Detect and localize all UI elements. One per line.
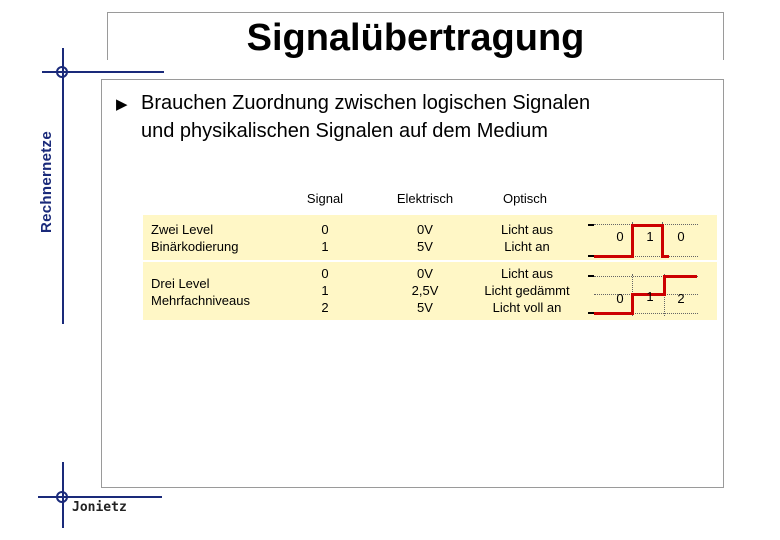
frame-top-crosshair: [56, 66, 68, 78]
author-name: Jonietz: [72, 500, 127, 515]
row1-optical-1: Licht an: [504, 239, 550, 254]
row2-signal-seg3: [663, 275, 697, 278]
table-row-2-signal: [290, 265, 360, 316]
table-row-1-label: [151, 221, 238, 255]
bullet-text-line-2: und physikalischen Signalen auf dem Medium: [141, 120, 548, 142]
table-row-1-signal: [290, 221, 360, 255]
row2-electric-2: 5V: [417, 300, 433, 315]
row2-signal-0: 0: [321, 266, 329, 281]
row1-label-line1: Zwei Level: [151, 222, 214, 237]
row1-signal-seg3: [661, 255, 669, 258]
page-title: Signalübertragung: [246, 17, 585, 59]
bullet-text-line-1: Brauchen Zuordnung zwischen logischen Signalen: [141, 92, 591, 114]
row2-digit-2: 2: [677, 291, 685, 306]
row1-optical-0: Licht aus: [500, 222, 554, 237]
row2-signal-rise2: [663, 275, 666, 296]
row1-signal-fall: [661, 224, 664, 258]
table-row-2-electric: [380, 265, 470, 316]
row1-signal-seg2: [631, 224, 663, 227]
row2-optical-0: Licht aus: [500, 266, 554, 281]
row1-signal-0: 0: [321, 222, 329, 237]
row2-signal-1: 1: [321, 283, 329, 298]
row1-signal-seg1: [594, 255, 633, 258]
header-signal: Signal: [306, 191, 344, 206]
row1-signal-1: 1: [321, 239, 329, 254]
table-row-2-label: [151, 275, 250, 309]
triangle-bullet-icon: ▶: [116, 96, 128, 113]
row2-digit-0: 0: [616, 291, 624, 306]
header-optisch: Optisch: [502, 191, 548, 206]
row1-electric-1: 5V: [417, 239, 433, 254]
header-elektrisch: Elektrisch: [396, 191, 454, 206]
row1-signal-rise: [631, 224, 634, 258]
row2-optical-2: Licht voll an: [492, 300, 562, 315]
row2-electric-0: 0V: [417, 266, 433, 281]
row1-electric-0: 0V: [417, 222, 433, 237]
row2-signal-2: 2: [321, 300, 329, 315]
table-row-1-optical: [477, 221, 577, 255]
side-label: Rechnernetze: [38, 131, 55, 233]
row1-digit-2: 0: [677, 229, 685, 244]
row2-label-line2: Mehrfachniveaus: [151, 293, 250, 308]
row2-label-line1: Drei Level: [151, 276, 210, 291]
row1-label-line2: Binärkodierung: [151, 239, 239, 254]
frame-left-vline-top: [62, 48, 64, 324]
frame-bottom-crosshair: [56, 491, 68, 503]
table-row-1-electric: [380, 221, 470, 255]
row2-optical-1: Licht gedämmt: [484, 283, 570, 298]
table-row-2-optical: [477, 265, 577, 316]
row2-electric-1: 2,5V: [411, 283, 439, 298]
row2-signal-rise1: [631, 293, 634, 315]
row1-digit-1: 1: [646, 229, 654, 244]
row1-digit-0: 0: [616, 229, 624, 244]
row2-digit-1: 1: [646, 289, 654, 304]
row2-signal-seg1: [594, 312, 633, 315]
